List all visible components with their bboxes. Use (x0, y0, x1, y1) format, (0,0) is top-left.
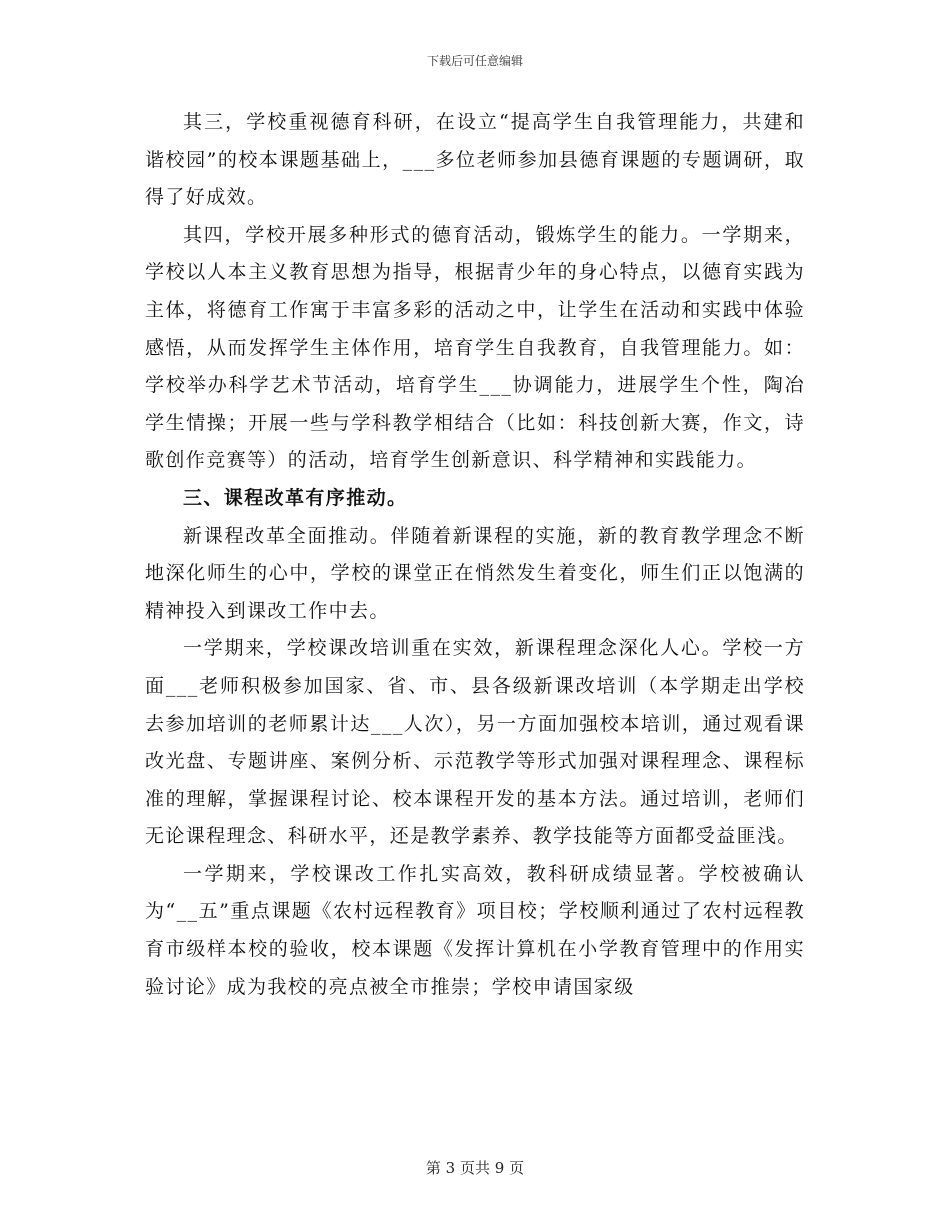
paragraph-4: 其四，学校开展多种形式的德育活动，锻炼学生的能力。一学期来，学校以人本主义教育思想为指导，根据青少年的身心特点，以德育实践为主体，将德育工作寓于丰富多彩的活动之中，让学生在活动和实践中体验感悟，从而发挥学生主体作用，培育学生自我教育，自我管理能力。如：学校举办科学艺术节活动，培育学生___协调能力，进展学生个性，陶冶学生情操；开展一些与学科教学相结合（比如：科技创新大赛，作文，诗歌创作竞赛等）的活动，培育学生创新意识、科学精神和实践能力。 (145, 223, 805, 472)
paragraph-3: 其三，学校重视德育科研，在设立“提高学生自我管理能力，共建和谐校园”的校本课题基础上，___多位老师参加县德育课题的专题调研，取得了好成效。 (145, 111, 805, 209)
page-header: 下载后可任意编辑 (426, 54, 523, 68)
section-heading: 三、课程改革有序推动。 (183, 486, 408, 509)
page-footer: 第 3 页共 9 页 (425, 1159, 525, 1177)
document-body (145, 104, 805, 1006)
paragraph-training: 一学期来，学校课改培训重在实效，新课程理念深化人心。学校一方面___老师积极参加国家、省、市、县各级新课改培训（本学期走出学校去参加培训的老师累计达___人次），另一方面加强校本培训，通过观看课改光盘、专题讲座、案例分析、示范教学等形式加强对课程理念、课程标准的理解，掌握课程讨论、校本课程开发的基本方法。通过培训，老师们无论课程理念、科研水平，还是教学素养、教学技能等方面都受益匪浅。 (145, 637, 805, 848)
paragraph-curriculum-intro: 新课程改革全面推动。伴随着新课程的实施，新的教育教学理念不断地深化师生的心中，学校的课堂正在悄然发生着变化，师生们正以饱满的精神投入到课改工作中去。 (145, 524, 805, 622)
paragraph-research: 一学期来，学校课改工作扎实高效，教科研成绩显著。学校被确认为“__五”重点课题《农村远程教育》项目校；学校顺利通过了农村远程教育市级样本校的验收，校本课题《发挥计算机在小学教育管理中的作用实验讨论》成为我校的亮点被全市推崇；学校申请国家级 (145, 862, 805, 998)
